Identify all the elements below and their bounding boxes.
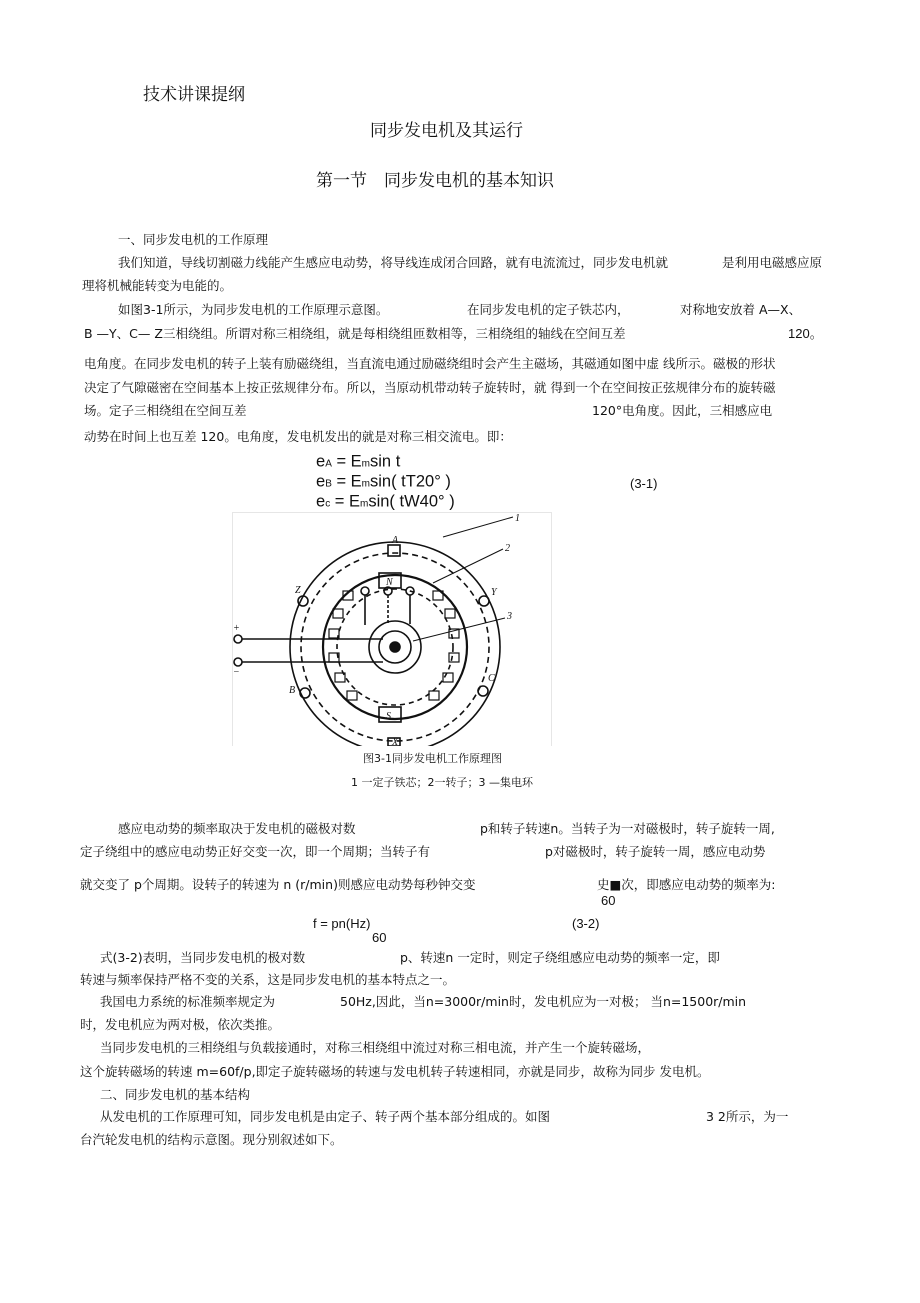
document-title: 同步发电机及其运行 [370, 121, 523, 141]
paragraph-text: p、转速n 一定时，则定子绕组感应电动势的频率一定，即 [400, 950, 720, 965]
label-minus: − [233, 667, 240, 678]
paragraph-text: 式(3-2)表明，当同步发电机的极对数 [100, 950, 306, 965]
eq-sub: m [361, 478, 371, 490]
paragraph-text: 50Hz,因此，当n=3000r/min时，发电机应为一对极； 当n=1500r/min [340, 994, 747, 1009]
label-C: C [488, 673, 495, 684]
paragraph-text: 决定了气隙磁密在空间基本上按正弦规律分布。所以，当原动机带动转子旋转时，就 得到一个在空间按正弦规律分布的旋转磁 [84, 380, 776, 395]
paragraph-text: 定子绕组中的感应电动势正好交变一次，即一个周期；当转子有 [80, 844, 431, 859]
paragraph-text: p和转子转速n。当转子为一对磁极时，转子旋转一周, [480, 821, 775, 836]
label-1: 1 [515, 513, 520, 524]
figure-caption: 图3-1同步发电机工作原理图 [363, 752, 502, 765]
figure-legend: 1 一定子铁芯；2一转子；3 —集电环 [351, 776, 533, 789]
eq-rhs: sin t [370, 452, 401, 471]
paragraph-text: 如图3-1所示，为同步发电机的工作原理示意图。 [118, 302, 389, 317]
generator-diagram [232, 512, 552, 746]
subsection-heading: 二、同步发电机的基本结构 [100, 1087, 251, 1102]
eq-sub: c [325, 498, 331, 510]
paragraph-text: 场。定子三相绕组在空间互差 [84, 403, 247, 418]
eq-rhs: = E [331, 452, 362, 471]
eq-rhs: sin( tT20° ) [370, 472, 451, 491]
paragraph-text: 台汽轮发电机的结构示意图。现分别叙述如下。 [80, 1132, 343, 1147]
label-Y: Y [491, 587, 497, 598]
label-N: N [386, 577, 393, 588]
eq-sub: m [360, 498, 369, 510]
label-B: B [289, 685, 296, 696]
paragraph-text: 对称地安放着 A—X、 [680, 302, 802, 317]
eq-var: e [316, 472, 326, 491]
equation-number: (3-1) [630, 476, 658, 491]
paragraph-text: 当同步发电机的三相绕组与负载接通时，对称三相绕组中流过对称三相电流，并产生一个旋转磁场， [100, 1040, 651, 1055]
label-S: S [386, 711, 391, 722]
outline-title: 技术讲课提纲 [143, 85, 245, 105]
paragraph-text: 从发电机的工作原理可知，同步发电机是由定子、转子两个基本部分组成的。如图 [100, 1109, 551, 1124]
paragraph-text: 3 2所示，为一 [706, 1109, 789, 1124]
eq-rhs: = E [330, 492, 360, 511]
fraction-denominator: 60 [372, 930, 387, 945]
eq-var: e [316, 452, 326, 471]
fraction-denominator: 60 [601, 893, 616, 908]
equation-number: (3-2) [572, 916, 600, 931]
subsection-heading: 一、同步发电机的工作原理 [118, 232, 269, 247]
paragraph-text: 我们知道，导线切割磁力线能产生感应电动势，将导线连成闭合回路，就有电流流过，同步发电机就 [118, 255, 669, 270]
equation-3-2: f = pn(Hz) [313, 916, 371, 931]
label-Z: Z [295, 585, 301, 596]
paragraph-text: p对磁极时，转子旋转一周，感应电动势 [545, 844, 766, 859]
paragraph-text: 转速与频率保持严格不变的关系，这是同步发电机的基本特点之一。 [80, 972, 456, 987]
paragraph-text: B —Y、C— Z三相绕组。所谓对称三相绕组，就是每相绕组匝数相等，三相绕组的轴线在空间互差 [84, 326, 626, 341]
paragraph-text: 是利用电磁感应原 [722, 255, 823, 270]
eq-var: e [316, 492, 326, 511]
paragraph-text: 120°电角度。因此，三相感应电 [592, 403, 773, 418]
paragraph-text: 电角度。在同步发电机的转子上装有励磁绕组，当直流电通过励磁绕组时会产生主磁场，其磁通如图中虚 线所示。磁极的形状 [84, 356, 776, 371]
paragraph-text: 动势在时间上也互差 120。电角度，发电机发出的就是对称三相交流电。即： [84, 429, 512, 444]
eq-rhs: sin( tW40° ) [368, 492, 455, 511]
paragraph-text: 感应电动势的频率取决于发电机的磁极对数 [118, 821, 356, 836]
eq-sub: m [361, 458, 371, 470]
paragraph-text: 史■次，即感应电动势的频率为: [597, 877, 776, 892]
paragraph-text: 就交变了 p个周期。设转子的转速为 n (r/min)则感应电动势每秒钟交变 [80, 877, 476, 892]
paragraph-text: 理将机械能转变为电能的。 [82, 278, 233, 293]
label-plus: + [233, 623, 240, 634]
paragraph-text: 在同步发电机的定子铁芯内， [467, 302, 630, 317]
paragraph-text: 时，发电机应为两对极，依次类推。 [80, 1017, 281, 1032]
label-A: A [392, 535, 399, 546]
label-3: 3 [507, 611, 512, 622]
paragraph-text: 120。 [788, 326, 823, 341]
eq-sub: B [325, 478, 332, 490]
section-title: 第一节 同步发电机的基本知识 [316, 171, 554, 191]
eq-sub: A [325, 458, 332, 470]
paragraph-text: 我国电力系统的标准频率规定为 [100, 994, 276, 1009]
label-X: X [392, 737, 399, 746]
paragraph-text: 这个旋转磁场的转速 m=60f/p,即定子旋转磁场的转速与发电机转子转速相同，亦就是同步，故称为同步 发电机。 [80, 1064, 710, 1079]
eq-rhs: = E [331, 472, 362, 491]
label-2: 2 [505, 543, 510, 554]
